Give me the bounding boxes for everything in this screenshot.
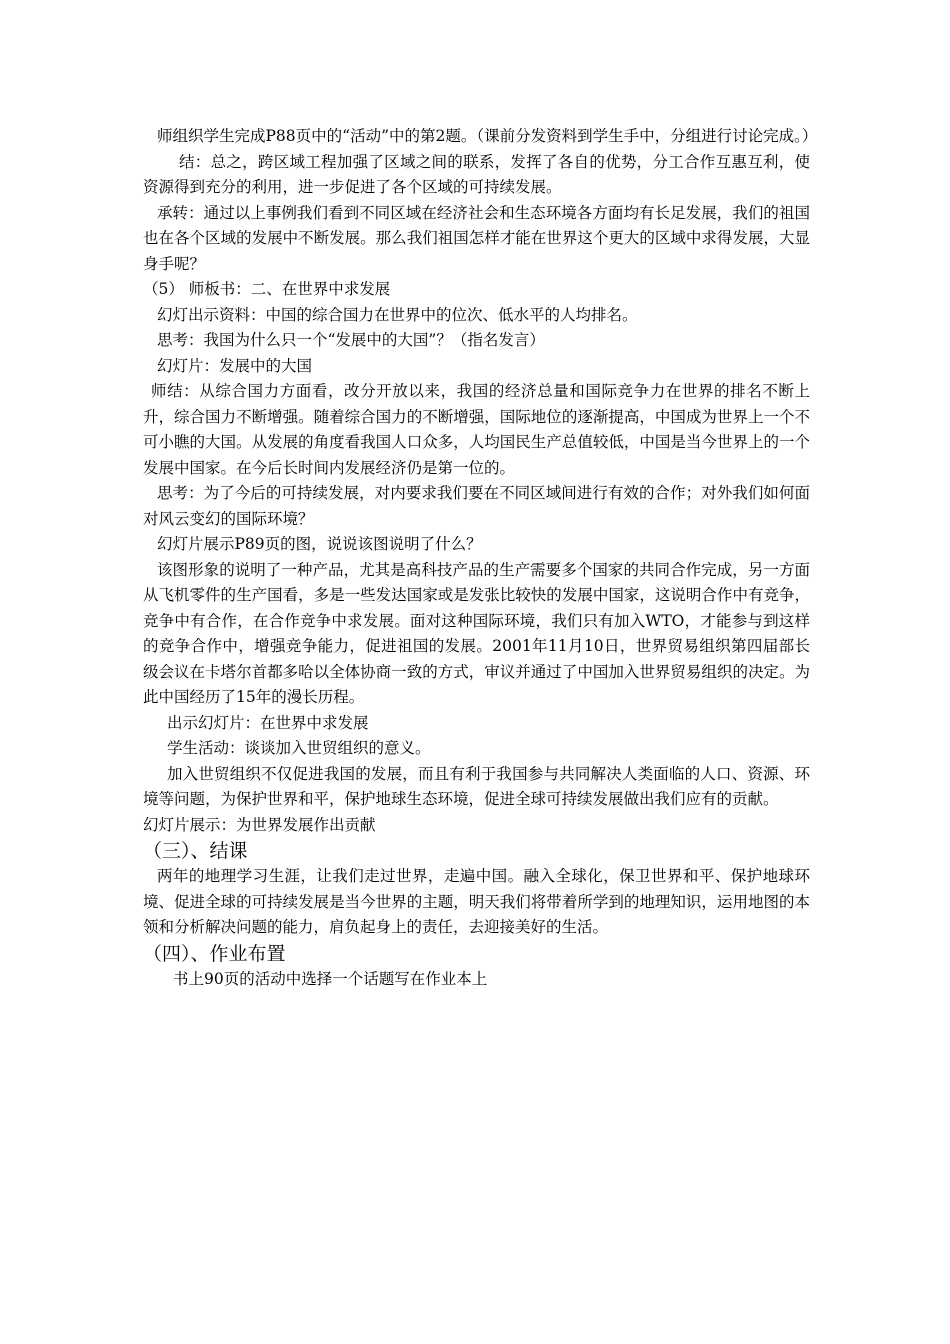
paragraph-activity: 师组织学生完成P88页中的“活动”中的第2题。（课前分发资料到学生手中，分组进行讨论完成。） xyxy=(157,127,818,145)
paragraph-think: 思考：为了今后的可持续发展，对内要求我们要在不同区域间进行有效的合作；对外我们如何面对风云变幻的国际环境？ xyxy=(143,484,810,528)
paragraph-wto-significance: 加入世贸组织不仅促进我国的发展，而且有利于我国参与共同解决人类面临的人口、资源、环境等问题，为保护世界和平，保护地球生态环境，促进全球可持续发展做出我们应有的贡献。 xyxy=(143,764,810,808)
paragraph-conclusion: 两年的地理学习生涯，让我们走过世界，走遍中国。融入全球化，保卫世界和平、保护地球环境、促进全球的可持续发展是当今世界的主题，明天我们将带着所学到的地理知识，运用地图的本领和分析解决问题的能力，肩负起身上的责任，去迎接美好的生活。 xyxy=(143,867,810,936)
paragraph-slide-contribution: 幻灯片展示：为世界发展作出贡献 xyxy=(143,815,376,834)
paragraph-slide-big-country: 幻灯片：发展中的大国 xyxy=(157,356,313,375)
paragraph-student-activity: 学生活动：谈谈加入世贸组织的意义。 xyxy=(167,739,431,757)
section-heading-homework: （四）、作业布置 xyxy=(143,942,286,965)
paragraph-slide-p89: 幻灯片展示P89页的图，说说该图说明了什么？ xyxy=(157,535,482,553)
paragraph-homework: 书上90页的活动中选择一个话题写在作业本上 xyxy=(173,969,488,988)
paragraph-teacher-summary: 师结：从综合国力方面看，改分开放以来，我国的经济总量和国际竞争力在世界的排名不断上升，综合国力不断增强。随着综合国力的不断增强，国际地位的逐渐提高，中国成为世界上一个不可小瞧的大国。从发展的角度看我国人口众多，人均国民生产总值较低，中国是当今世界上的一个发展中国家。在今后长时间内发展经济仍是第一位的。 xyxy=(143,382,810,477)
paragraph-slide-world-development: 出示幻灯片：在世界中求发展 xyxy=(167,713,369,732)
document-page xyxy=(143,124,818,992)
paragraph-question: 思考：我国为什么只一个“发展中的大国”？（指名发言） xyxy=(157,331,545,349)
section-heading-conclusion: （三）、结课 xyxy=(143,840,248,862)
paragraph-transition: 承转：通过以上事例我们看到不同区域在经济社会和生态环境各方面均有长足发展，我们的祖国也在各个区域的发展中不断发展。那么我们祖国怎样才能在世界这个更大的区域中求得发展，大显身手呢？ xyxy=(143,203,810,273)
paragraph-summary: 结：总之，跨区域工程加强了区域之间的联系，发挥了各自的优势，分工合作互惠互利，使资源得到充分的利用，进一步促进了各个区域的可持续发展。 xyxy=(143,152,810,196)
paragraph-figure-explanation: 该图形象的说明了一种产品，尤其是高科技产品的生产需要多个国家的共同合作完成，另一方面从飞机零件的生产国看，多是一些发达国家或是发张比较快的发展中国家，这说明合作中有竞争，竞争中有合作，在合作竞争中求发展。面对这种国际环境，我们只有加入WTO，才能参与到这样的竞争合作中，增强竞争能力，促进祖国的发展。2001年11月10日，世界贸易组织第四届部长级会议在卡塔尔首都多哈以全体协商一致的方式，审议并通过了中国加入世界贸易组织的决定。为此中国经历了15年的漫长历程。 xyxy=(143,560,810,706)
paragraph-board-writing: （5） 师板书：二、在世界中求发展 xyxy=(143,280,391,298)
paragraph-slide-materials: 幻灯出示资料：中国的综合国力在世界中的位次、低水平的人均排名。 xyxy=(157,305,638,324)
